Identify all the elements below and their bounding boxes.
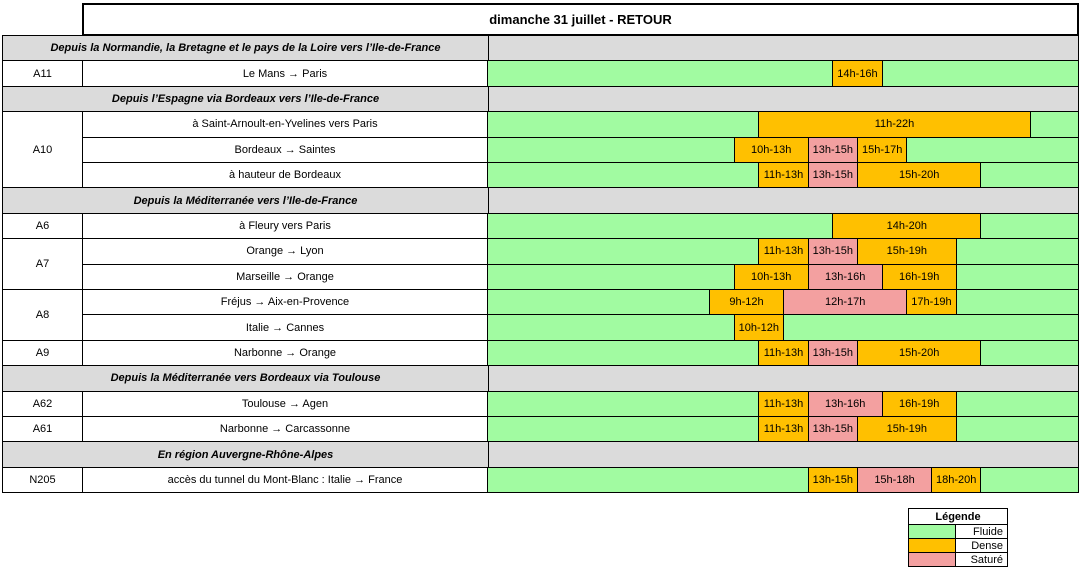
section-header-label: Depuis la Normandie, la Bretagne et le pays de la Loire vers l’Ile-de-France — [3, 36, 489, 60]
traffic-segment-sature: 13h-15h — [808, 238, 858, 264]
timeline-row — [487, 137, 1079, 163]
traffic-segment-dense: 11h-13h — [758, 162, 808, 188]
road-code-cell: A62 — [2, 391, 83, 417]
route-label-cell: à Fleury vers Paris — [82, 213, 488, 239]
route-label-cell: Marseille → Orange — [82, 264, 488, 290]
traffic-segment-dense: 9h-12h — [709, 289, 784, 315]
road-code-cell: N205 — [2, 467, 83, 493]
traffic-segment-dense: 10h-12h — [734, 314, 784, 340]
traffic-segment-dense: 15h-17h — [857, 137, 907, 163]
section-header-label: En région Auvergne-Rhône-Alpes — [3, 442, 489, 466]
timeline-row — [487, 340, 1079, 366]
page-title: dimanche 31 juillet - RETOUR — [82, 3, 1079, 36]
timeline-row — [487, 467, 1079, 493]
route-label-cell: Le Mans → Paris — [82, 60, 488, 86]
route-label-cell: Bordeaux → Saintes — [82, 137, 488, 163]
traffic-segment-sature: 13h-15h — [808, 137, 858, 163]
legend-label-dense: Dense — [955, 538, 1008, 553]
road-code-cell: A7 — [2, 238, 83, 290]
traffic-segment-sature: 13h-15h — [808, 416, 858, 442]
section-header-label: Depuis la Méditerranée vers Bordeaux via Toulouse — [3, 366, 489, 390]
route-label-cell: Fréjus → Aix-en-Provence — [82, 289, 488, 315]
traffic-segment-dense: 14h-20h — [832, 213, 981, 239]
traffic-segment-sature: 13h-16h — [808, 264, 883, 290]
section-header-row — [2, 365, 1079, 391]
timeline-row — [487, 391, 1079, 417]
route-label-cell: à Saint-Arnoult-en-Yvelines vers Paris — [82, 111, 488, 137]
traffic-segment-dense: 16h-19h — [882, 264, 957, 290]
road-code-cell: A6 — [2, 213, 83, 239]
traffic-segment-dense: 18h-20h — [931, 467, 981, 493]
traffic-segment-sature: 13h-15h — [808, 162, 858, 188]
traffic-segment-dense: 10h-13h — [734, 137, 809, 163]
traffic-segment-dense: 15h-20h — [857, 162, 981, 188]
traffic-segment-dense: 14h-16h — [832, 60, 882, 86]
section-header-row — [2, 35, 1079, 61]
route-label-cell: accès du tunnel du Mont-Blanc : Italie → France — [82, 467, 488, 493]
route-label-cell: Narbonne → Orange — [82, 340, 488, 366]
timeline-row — [487, 213, 1079, 239]
road-code-cell: A11 — [2, 60, 83, 86]
section-header-label: Depuis l’Espagne via Bordeaux vers l’Ile-de-France — [3, 87, 489, 111]
legend-swatch-dense — [908, 538, 956, 553]
route-label-cell: Narbonne → Carcassonne — [82, 416, 488, 442]
route-label-cell: Toulouse → Agen — [82, 391, 488, 417]
legend-title: Légende — [908, 508, 1008, 525]
traffic-segment-dense: 17h-19h — [906, 289, 956, 315]
route-label-cell: à hauteur de Bordeaux — [82, 162, 488, 188]
timeline-row — [487, 416, 1079, 442]
traffic-segment-dense: 11h-13h — [758, 416, 808, 442]
traffic-segment-dense: 11h-13h — [758, 238, 808, 264]
traffic-segment-sature: 13h-15h — [808, 340, 858, 366]
traffic-segment-sature: 13h-16h — [808, 391, 883, 417]
traffic-segment-dense: 15h-19h — [857, 416, 957, 442]
legend-label-sature: Saturé — [955, 552, 1008, 567]
section-header-row — [2, 86, 1079, 112]
route-label-cell: Orange → Lyon — [82, 238, 488, 264]
traffic-segment-dense: 16h-19h — [882, 391, 957, 417]
timeline-row — [487, 60, 1079, 86]
timeline-row — [487, 264, 1079, 290]
traffic-segment-sature: 12h-17h — [783, 289, 907, 315]
timeline-row — [487, 238, 1079, 264]
timeline-row — [487, 314, 1079, 340]
legend-swatch-sature — [908, 552, 956, 567]
road-code-cell: A61 — [2, 416, 83, 442]
road-code-cell: A9 — [2, 340, 83, 366]
road-code-cell: A10 — [2, 111, 83, 188]
traffic-segment-sature: 15h-18h — [857, 467, 932, 493]
section-header-row — [2, 441, 1079, 467]
legend-label-fluide: Fluide — [955, 524, 1008, 539]
section-header-row — [2, 187, 1079, 213]
traffic-segment-dense: 13h-15h — [808, 467, 858, 493]
traffic-segment-dense: 11h-22h — [758, 111, 1030, 137]
timeline-row — [487, 111, 1079, 137]
section-header-label: Depuis la Méditerranée vers l’Ile-de-France — [3, 188, 489, 212]
traffic-segment-dense: 15h-19h — [857, 238, 957, 264]
legend-swatch-fluide — [908, 524, 956, 539]
traffic-segment-dense: 15h-20h — [857, 340, 981, 366]
road-code-cell: A8 — [2, 289, 83, 341]
route-label-cell: Italie → Cannes — [82, 314, 488, 340]
timeline-row — [487, 289, 1079, 315]
timeline-row — [487, 162, 1079, 188]
traffic-segment-dense: 11h-13h — [758, 340, 808, 366]
traffic-segment-dense: 10h-13h — [734, 264, 809, 290]
traffic-segment-dense: 11h-13h — [758, 391, 808, 417]
